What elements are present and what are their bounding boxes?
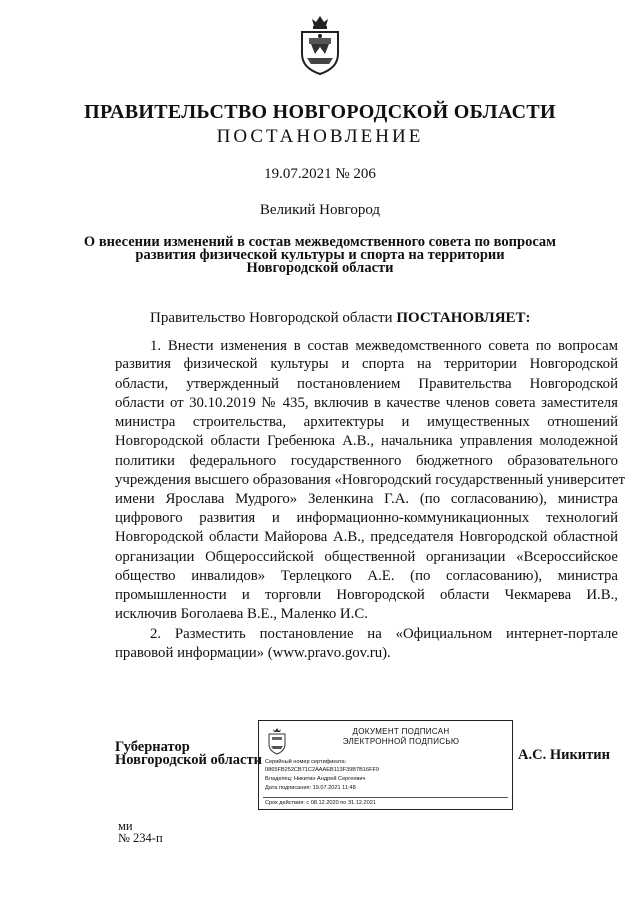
title-line: Новгородской области — [246, 260, 394, 276]
body-line: общество инвалидов» Терлецкого А.Е. (по согласованию), министра — [115, 568, 618, 584]
body-line: области от 30.10.2019 № 435, включив в качестве членов совета заместителя — [115, 395, 618, 411]
body-line: Новгородской области Майорова А.В., председателя Новгородской областной — [115, 529, 618, 545]
cert-owner: Владелец: Никитин Андрей Сергеевич — [265, 776, 366, 782]
title-line: О внесении изменений в состав межведомственного совета по вопросам — [83, 234, 557, 250]
cert-value: 0865FB252CB71C2AAAEB113F39B7B16FF9 — [265, 767, 380, 773]
body-line: области, утвержденный постановлением Правительства Новгородской — [115, 376, 618, 392]
position-line: Новгородской области — [115, 752, 262, 768]
body-line: Новгородской области Гребенюка А.В., начальника управления молодежной — [115, 433, 618, 449]
organization-name: ПРАВИТЕЛЬСТВО НОВГОРОДСКОЙ ОБЛАСТИ — [84, 101, 556, 123]
body-line: 1. Внести изменения в состав межведомственного совета по вопросам — [150, 338, 618, 354]
internal-number: № 234-п — [118, 831, 163, 845]
document-title — [0, 236, 640, 275]
cert-validity: Срок действия: с 08.12.2020 по 31.12.2021 — [265, 800, 376, 806]
body-line: имени Ярослава Мудрого» Зеленкина Г.А. (по согласованию), министра — [115, 491, 618, 507]
cert-label: Серийный номер сертификата: — [265, 759, 347, 765]
signed-date: Дата подписания: 19.07.2021 11:48 — [265, 785, 356, 791]
title-line: развития физической культуры и спорта на территории — [135, 247, 505, 263]
executor-initials: ми — [118, 819, 133, 833]
body-line: организации Общероссийской общественной организации «Всероссийское — [115, 549, 618, 565]
electronic-signature-stamp — [258, 720, 513, 810]
resolution-intro — [150, 310, 531, 327]
document-type: ПОСТАНОВЛЕНИЕ — [216, 126, 424, 147]
body-line: политики федерального государственного бюджетного образовательного — [115, 453, 618, 469]
stamp-title-line: ЭЛЕКТРОННОЙ ПОДПИСЬЮ — [342, 737, 460, 746]
stamp-title-line: ДОКУМЕНТ ПОДПИСАН — [352, 727, 450, 736]
novgorod-coat-of-arms-icon — [297, 14, 343, 76]
city-name: Великий Новгород — [259, 202, 381, 218]
body-line: цифрового развития и информационно-коммуникационных технологий — [115, 510, 618, 526]
body-line: 2. Разместить постановление на «Официальном интернет-портале — [150, 626, 618, 642]
intro-verb: ПОСТАНОВЛЯЕТ: — [396, 310, 531, 326]
body-line: министра строительства, архитектуры и имущественных отношений — [115, 414, 618, 430]
footer-reference — [118, 820, 163, 844]
stamp-title — [311, 727, 491, 747]
body-line: правовой информации» (www.pravo.gov.ru). — [115, 645, 391, 661]
stamp-divider — [263, 797, 508, 798]
body-line: промышленности и торговли Новгородской области Чекмарева И.В., — [115, 587, 618, 603]
signer-position — [115, 741, 262, 767]
coat-of-arms-icon — [267, 727, 287, 755]
body-line: исключив Боголаева В.Е., Маленко И.С. — [115, 606, 368, 622]
position-line: Губернатор — [115, 739, 190, 755]
signer-name: А.С. Никитин — [518, 747, 610, 763]
intro-prefix: Правительство Новгородской области — [150, 310, 393, 326]
date-and-number: 19.07.2021 № 206 — [264, 166, 376, 182]
body-line: развития физической культуры и спорта на территории Новгородской — [115, 356, 618, 372]
body-line: учреждения высшего образования «Новгородский государственный университет — [115, 472, 626, 488]
